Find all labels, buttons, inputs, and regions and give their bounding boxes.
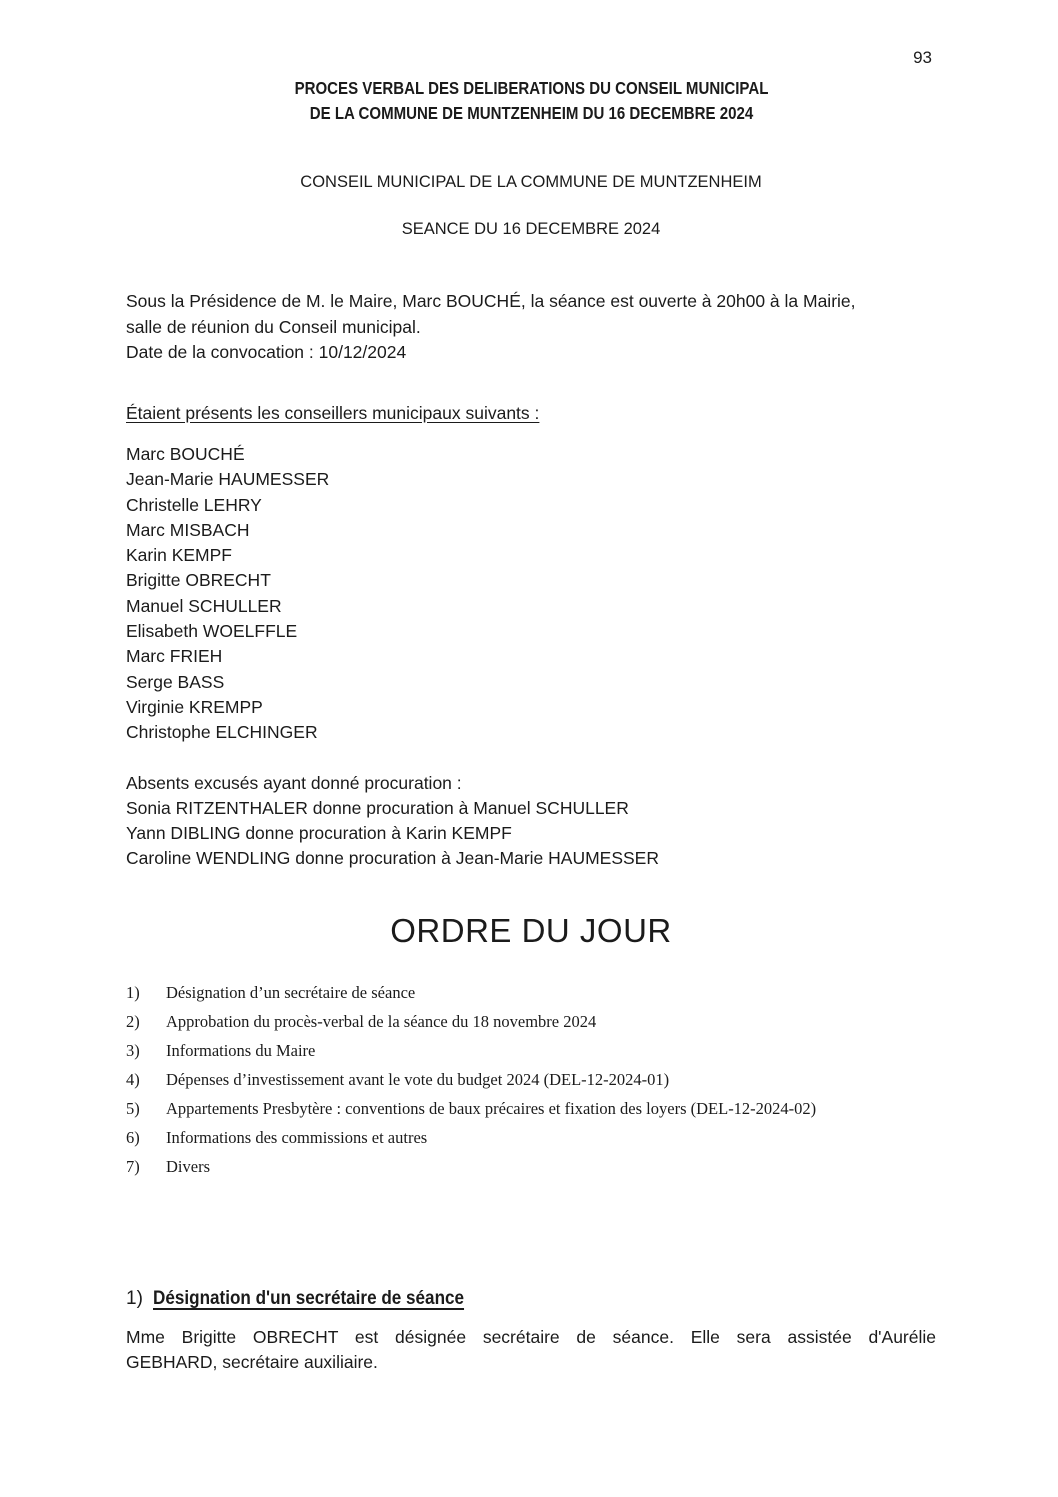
agenda-item [126, 1011, 936, 1032]
page-number: 93 [913, 48, 932, 67]
agenda-item-number: 1) [126, 982, 140, 1002]
title-line-2: DE LA COMMUNE DE MUNTZENHEIM DU 16 DECEMBRE 2024 [309, 103, 753, 123]
agenda-item-text: Dépenses d’investissement avant le vote du budget 2024 (DEL-12-2024-01) [166, 1069, 670, 1089]
title-line-1: PROCES VERBAL DES DELIBERATIONS DU CONSEIL MUNICIPAL [294, 78, 768, 98]
present-name: Marc MISBACH [126, 519, 250, 540]
agenda-item-text: Désignation d’un secrétaire de séance [166, 982, 416, 1002]
agenda-item [126, 1040, 936, 1061]
present-name: Jean-Marie HAUMESSER [126, 469, 330, 490]
agenda-item-number: 3) [126, 1040, 140, 1060]
agenda-item [126, 982, 936, 1003]
agenda-item-number: 5) [126, 1098, 140, 1118]
presents-heading: Étaient présents les conseillers municipaux suivants : [126, 402, 540, 423]
agenda-item-text: Approbation du procès-verbal de la séance du 18 novembre 2024 [166, 1011, 597, 1031]
agenda-item [126, 1127, 936, 1148]
agenda-item-number: 7) [126, 1156, 140, 1176]
absents-block [126, 771, 936, 872]
agenda-heading: ORDRE DU JOUR [390, 911, 672, 949]
agenda-item-text: Appartements Presbytère : conventions de baux précaires et fixation des loyers (DEL-12-2024-02) [166, 1098, 817, 1118]
council-subtitle: CONSEIL MUNICIPAL DE LA COMMUNE DE MUNTZENHEIM [300, 173, 762, 191]
agenda-item [126, 1069, 936, 1090]
agenda-item [126, 1098, 936, 1119]
present-name: Christophe ELCHINGER [126, 722, 318, 743]
agenda-item-number: 6) [126, 1127, 140, 1147]
intro-line-1: Sous la Présidence de M. le Maire, Marc BOUCHÉ, la séance est ouverte à 20h00 à la Mairie, [126, 291, 856, 311]
procuration-line: Caroline WENDLING donne procuration à Jean-Marie HAUMESSER [126, 848, 659, 869]
presents-name-list [126, 442, 936, 746]
agenda-item-text: Informations du Maire [166, 1040, 316, 1060]
section-1-heading [126, 1287, 936, 1311]
document-title [126, 0, 936, 126]
present-name: Virginie KREMPP [126, 696, 263, 717]
agenda-item-number: 4) [126, 1069, 140, 1089]
present-name: Brigitte OBRECHT [126, 570, 271, 591]
present-name: Karin KEMPF [126, 545, 232, 566]
present-name: Christelle LEHRY [126, 494, 262, 515]
section-1-title: Désignation d'un secrétaire de séance [152, 1287, 464, 1309]
agenda-list [126, 982, 936, 1177]
present-name: Serge BASS [126, 671, 225, 692]
session-line: SEANCE DU 16 DECEMBRE 2024 [401, 220, 661, 238]
procuration-line: Sonia RITZENTHALER donne procuration à Manuel SCHULLER [126, 797, 629, 818]
section-1-body-line-2: GEBHARD, secrétaire auxiliaire. [126, 1352, 378, 1373]
absents-heading: Absents excusés ayant donné procuration : [126, 772, 462, 793]
agenda-item-text: Informations des commissions et autres [166, 1127, 428, 1147]
present-name: Marc FRIEH [126, 646, 223, 667]
section-1-number: 1) [126, 1287, 143, 1309]
intro-paragraph [126, 289, 936, 366]
present-name: Marc BOUCHÉ [126, 444, 245, 464]
section-1-body [126, 1325, 936, 1376]
agenda-item-text: Divers [166, 1156, 210, 1176]
agenda-item [126, 1156, 936, 1177]
agenda-item-number: 2) [126, 1011, 140, 1031]
convocation-date: Date de la convocation : 10/12/2024 [126, 342, 407, 362]
present-name: Manuel SCHULLER [126, 595, 282, 616]
section-1-body-line-1: Mme Brigitte OBRECHT est désignée secrétaire de séance. Elle sera assistée d'Aurélie [126, 1326, 936, 1347]
procuration-line: Yann DIBLING donne procuration à Karin KEMPF [126, 823, 512, 844]
intro-line-2: salle de réunion du Conseil municipal. [126, 316, 421, 337]
present-name: Elisabeth WOELFFLE [126, 621, 298, 642]
